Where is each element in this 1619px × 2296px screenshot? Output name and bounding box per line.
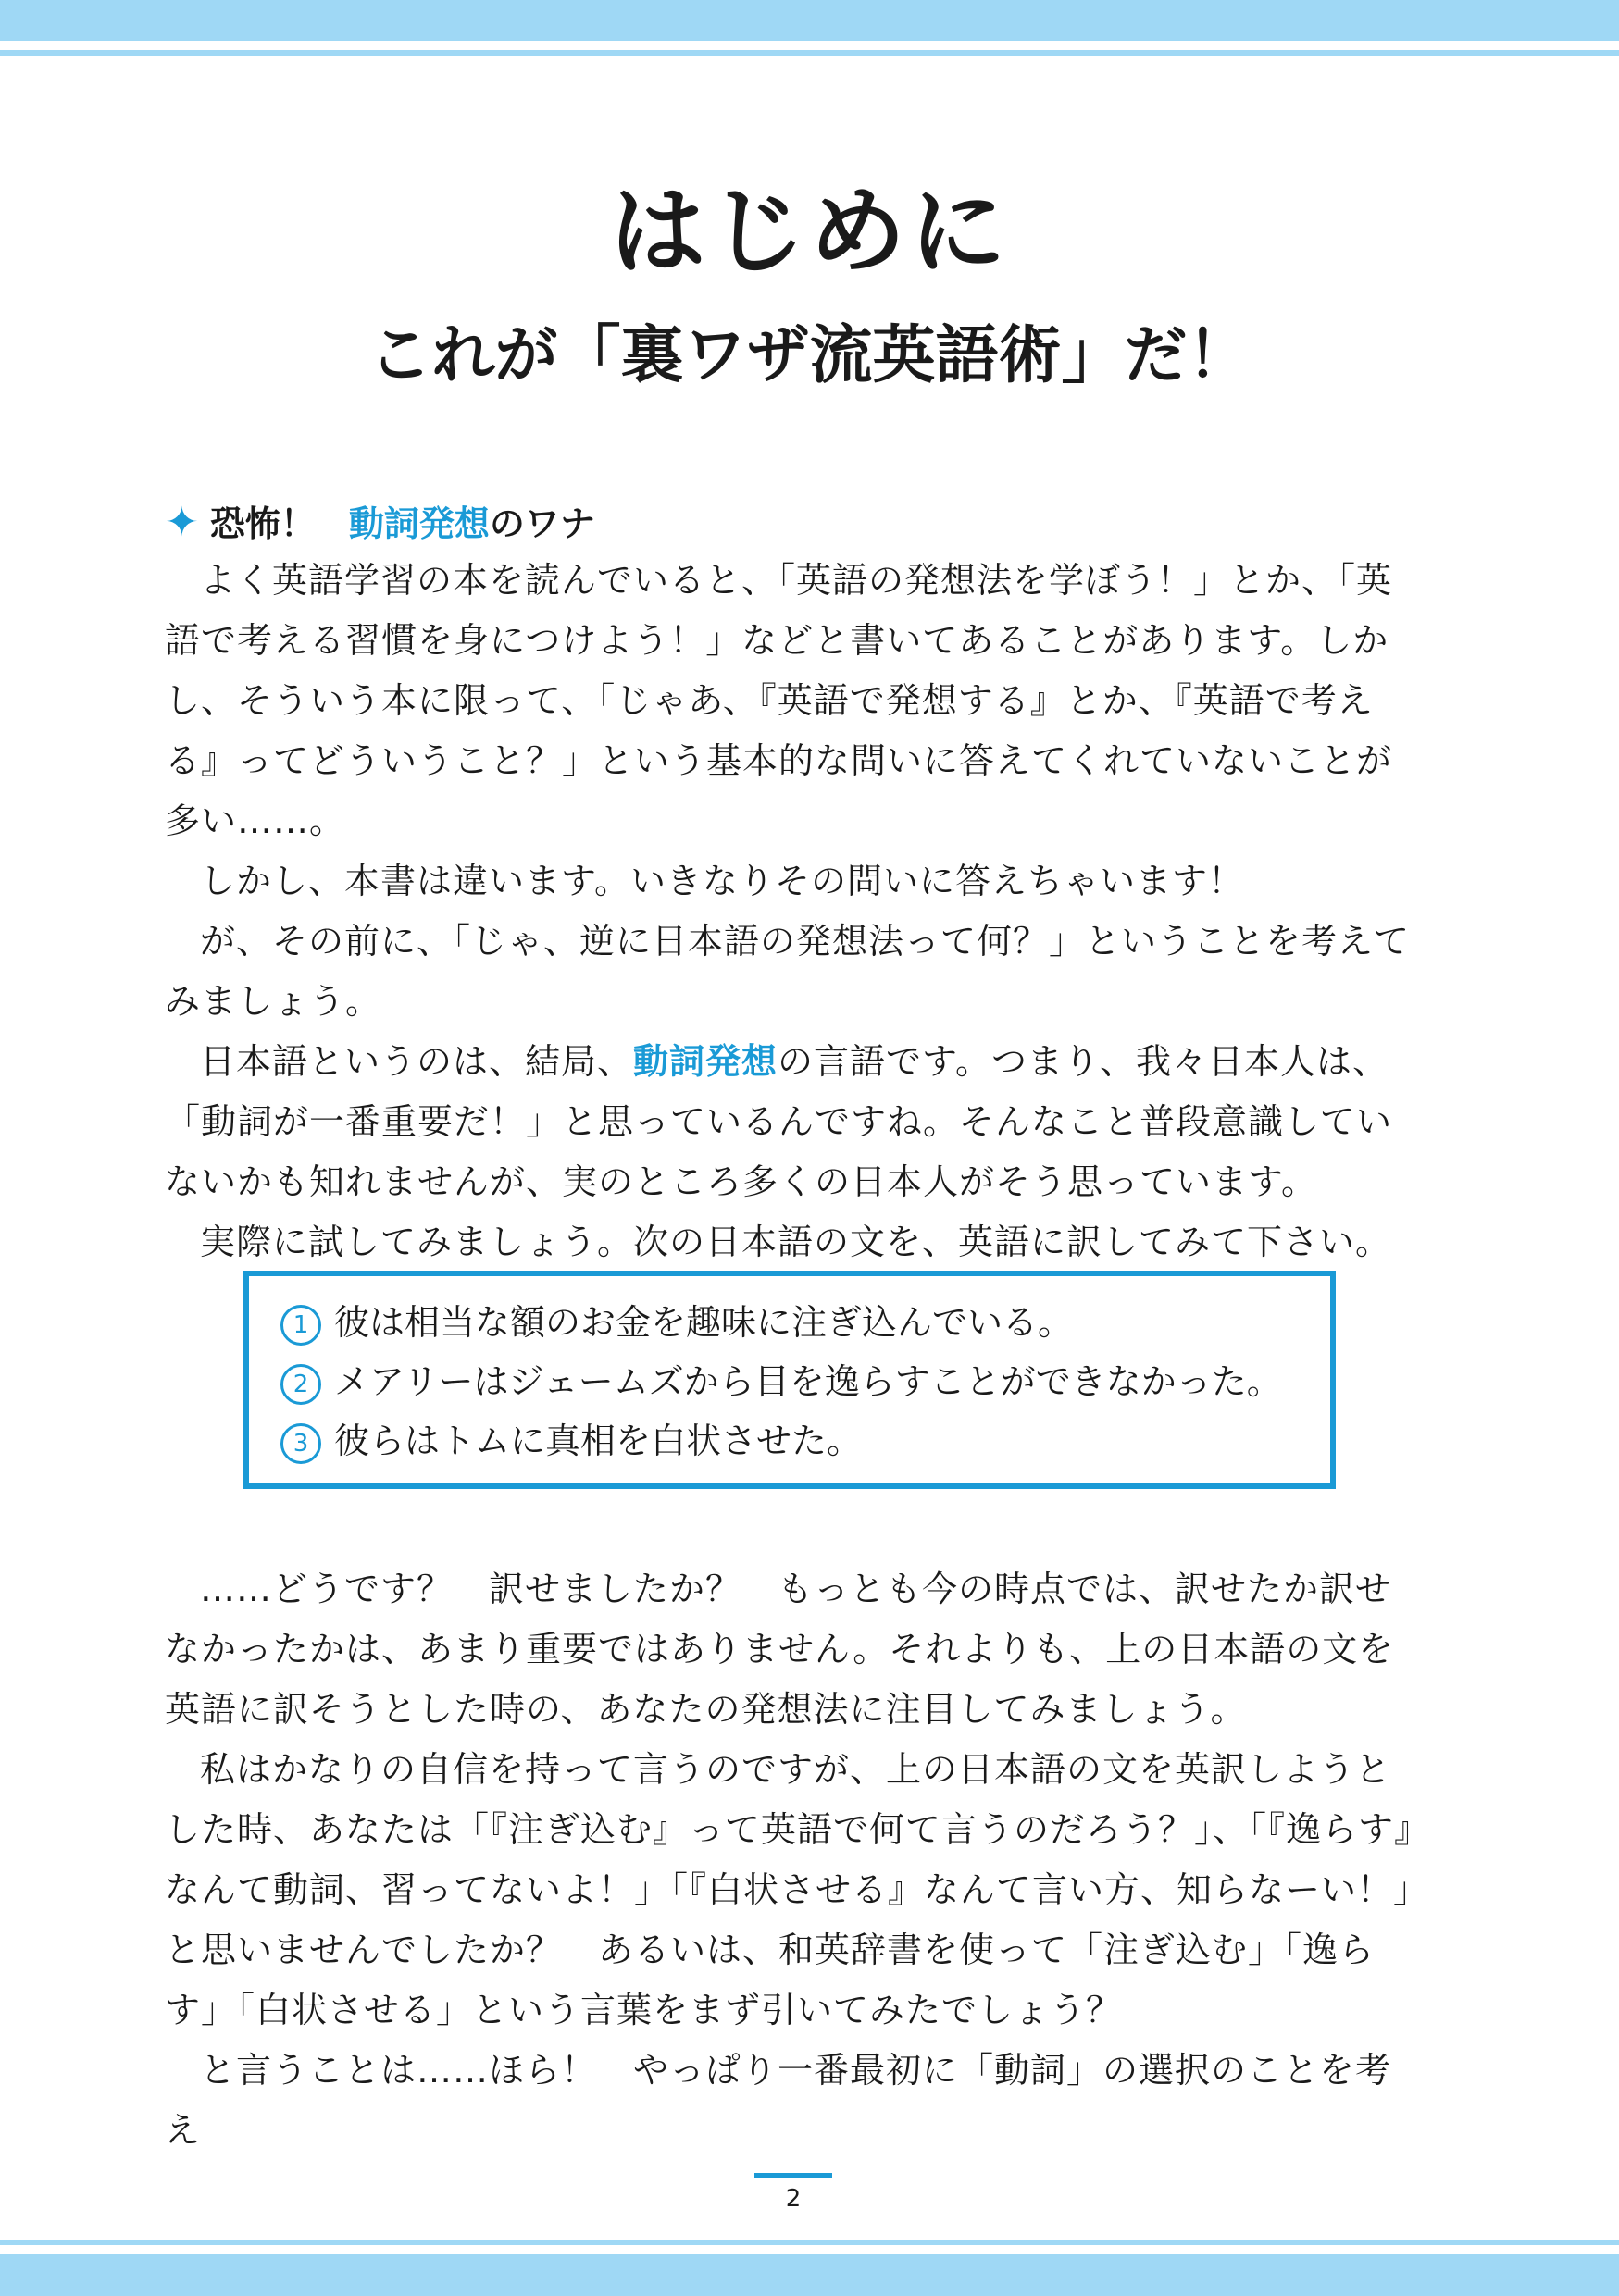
keyword-highlight: 動詞発想 — [633, 1041, 778, 1082]
example-item — [280, 1352, 1299, 1411]
top-rule — [0, 50, 1619, 56]
example-text: 彼は相当な額のお金を趣味に注ぎ込んでいる。 — [334, 1302, 1074, 1343]
page-subtitle: これが「裏ワザ流英語術」だ！ — [368, 319, 1251, 392]
example-sentences-box — [243, 1271, 1336, 1489]
paragraph: よく英語学習の本を読んでいると、「英語の発想法を学ぼう！」とか、「英語で考える習慣を身につけよう！」などと書いてあることがあります。しかし、そういう本に限って、「じゃあ、『英語で発想する』とか、『英語で考える』ってどういうこと？」という基本的な問いに答えてくれていないことが多い……。 — [165, 560, 1393, 841]
example-item — [280, 1293, 1299, 1352]
paragraph: 実際に試してみましょう。次の日本語の文を、英語に訳してみて下さい。 — [200, 1222, 1392, 1262]
paragraph: しかし、本書は違います。いきなりその問いに答えちゃいます！ — [200, 861, 1244, 901]
bottom-rule — [0, 2240, 1619, 2245]
page-title: はじめに — [609, 175, 1010, 288]
paragraph: と言うことは……ほら！ やっぱり一番最初に「動詞」の選択のことを考え — [165, 2050, 1392, 2151]
circled-number: 3 — [280, 1423, 321, 1464]
top-band — [0, 0, 1619, 41]
paragraph: 私はかなりの自信を持って言うのですが、上の日本語の文を英訳しようとした時、あなたは「『注ぎ込む』って英語で何て言うのだろう？」、「『逸らす』なんて動詞、習ってないよ！」「『白状させる』なんて言い方、知らなーい！」と思いませんでしたか？ あるいは、和英辞書を使って「注ぎ込む」「逸らす」「白状させる」という言葉をまず引いてみたでしょう？ — [165, 1749, 1414, 2030]
paragraph: ……どうです？ 訳せましたか？ もっとも今の時点では、訳せたか訳せなかったかは、あまり重要ではありません。それよりも、上の日本語の文を英語に訳そうとした時の、あなたの発想法に注目してみましょう。 — [165, 1569, 1395, 1730]
bottom-band — [0, 2254, 1619, 2296]
example-text: 彼らはトムに真相を白状させた。 — [334, 1421, 863, 1461]
section-heading — [165, 495, 595, 551]
paragraph-text: の言語です。つまり、我々日本人は、「動詞が一番重要だ！」と思っているんですね。そんなこと普段意識していないかも知れませんが、実のところ多くの日本人がそう思っています。 — [165, 1041, 1393, 1202]
circled-number: 1 — [280, 1305, 321, 1346]
section-label-prefix: 恐怖！ — [209, 503, 316, 544]
page-number-rule — [754, 2173, 832, 2178]
sparkle-icon: ✦ — [165, 499, 199, 546]
page-number: 2 — [785, 2185, 802, 2213]
example-item — [280, 1411, 1299, 1471]
section-label-highlight: 動詞発想 — [348, 503, 490, 544]
paragraph: が、その前に、「じゃ、逆に日本語の発想法って何？」ということを考えてみましょう。 — [165, 921, 1411, 1022]
paragraph — [165, 1032, 1424, 1212]
section-label-suffix: のワナ — [489, 503, 595, 544]
example-text: メアリーはジェームズから目を逸らすことができなかった。 — [334, 1361, 1282, 1402]
body-text-lower — [165, 1559, 1424, 2161]
circled-number: 2 — [280, 1364, 321, 1405]
paragraph-text: 日本語というのは、結局、 — [200, 1041, 634, 1082]
body-text-upper — [165, 551, 1424, 1272]
